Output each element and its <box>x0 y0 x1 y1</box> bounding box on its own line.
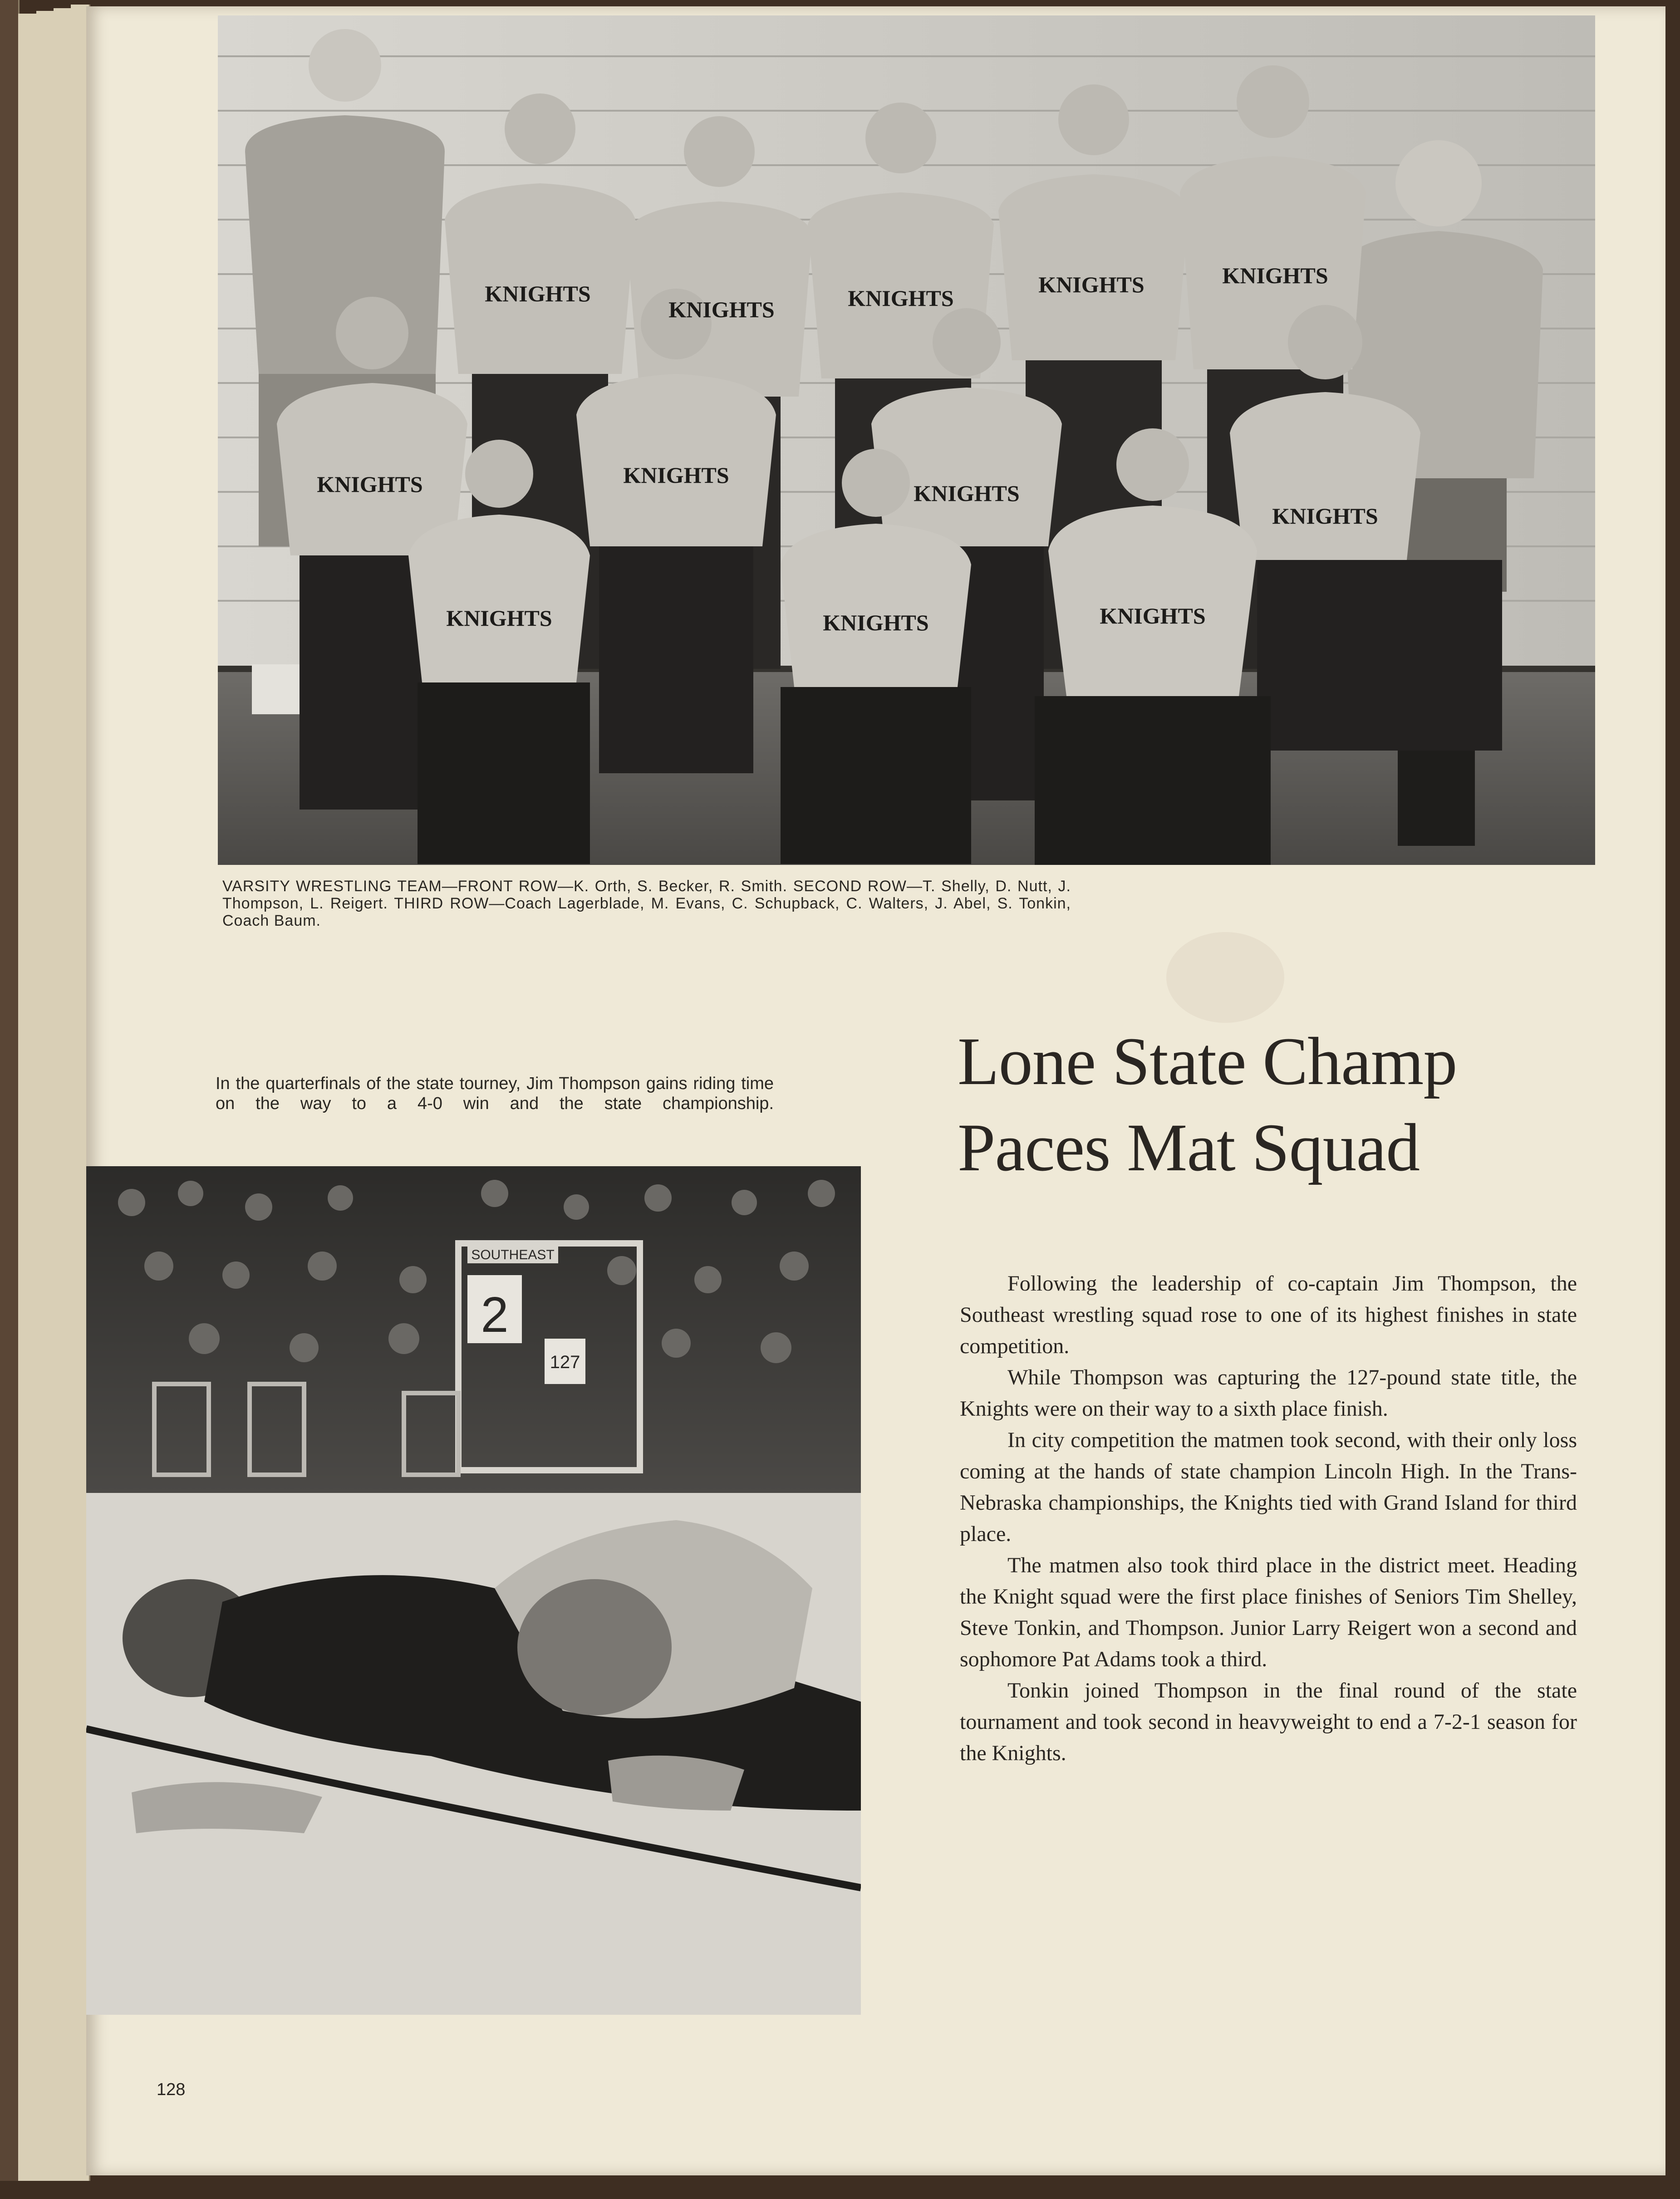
article-paragraph: In city competition the matmen took second, with their only loss coming at the hands of state champion Lincoln High. In the Trans-Nebraska championships, the Knights tied with Grand Island for third place. <box>960 1428 1577 1546</box>
jersey-label: KNIGHTS <box>317 471 423 497</box>
jersey-label: KNIGHTS <box>446 605 552 631</box>
team-photo <box>218 15 1595 865</box>
jersey-label: KNIGHTS <box>1100 603 1206 628</box>
jersey-label: KNIGHTS <box>1272 503 1378 529</box>
headline-line: Paces Mat Squad <box>958 1110 1420 1185</box>
weight-card: 127 <box>550 1352 580 1372</box>
page-number: 128 <box>157 2080 186 2099</box>
jersey-label: KNIGHTS <box>485 281 591 306</box>
mat-number: 2 <box>481 1287 509 1343</box>
jersey-label: KNIGHTS <box>1222 263 1328 288</box>
page-edge <box>54 8 72 2181</box>
jersey-label: KNIGHTS <box>623 462 729 488</box>
scoreboard-sign: SOUTHEAST <box>471 1247 555 1262</box>
jersey-label: KNIGHTS <box>668 297 775 322</box>
page-edge <box>36 11 55 2181</box>
article-paragraph: Following the leadership of co-captain Jim Thompson, the Southeast wrestling squad rose to one of its highest finishes in state competition. <box>960 1271 1577 1358</box>
jersey-label: KNIGHTS <box>914 481 1020 506</box>
jersey-label: KNIGHTS <box>848 285 954 311</box>
team-photo-caption: VARSITY WRESTLING TEAM—FRONT ROW—K. Orth, S. Becker, R. Smith. SECOND ROW—T. Shelly, D. Nutt, J. Thompson, L. Reigert. THIRD ROW—Coach Lagerblade, M. Evans, C. Schupback, C. Walters, J. Abel, S. Tonkin, Coach Baum. <box>222 878 1071 929</box>
yearbook-page <box>86 6 1665 2175</box>
article-body <box>960 1268 1577 1769</box>
jersey-label: KNIGHTS <box>823 610 929 635</box>
jersey-label: KNIGHTS <box>1038 272 1145 297</box>
page-edge <box>0 0 20 2181</box>
article-paragraph: While Thompson was capturing the 127-pound state title, the Knights were on their way to a sixth place finish. <box>960 1365 1577 1421</box>
paper-stain <box>1166 932 1284 1023</box>
article-headline <box>958 1018 1602 1191</box>
article-paragraph: The matmen also took third place in the district meet. Heading the Knight squad were the first place finishes of Seniors Tim Shelley, Steve Tonkin, and Thompson. Junior Larry Reigert won a second and sophomore Pat Adams took a third. <box>960 1553 1577 1671</box>
article-paragraph: Tonkin joined Thompson in the final round of the state tournament and took second in heavyweight to end a 7-2-1 season for the Knights. <box>960 1679 1577 1765</box>
headline-line: Lone State Champ <box>958 1024 1457 1099</box>
match-photo-caption: In the quarterfinals of the state tourney, Jim Thompson gains riding time on the way to a 4-0 win and the state championship. <box>216 1074 774 1113</box>
match-photo <box>86 1166 861 2015</box>
page-edge <box>18 14 38 2181</box>
